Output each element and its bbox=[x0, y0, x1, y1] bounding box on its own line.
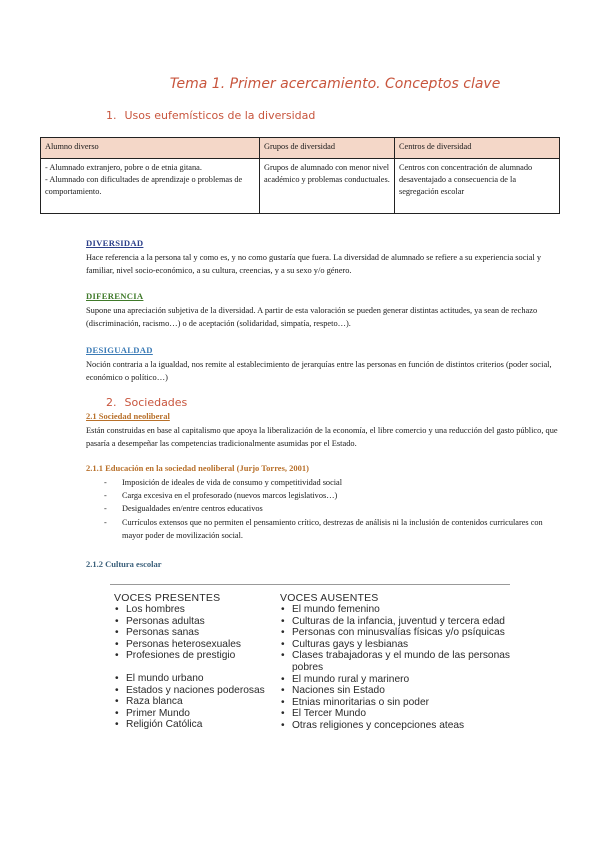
term-desigualdad: DESIGUALDAD bbox=[86, 345, 153, 355]
voces-presentes-column bbox=[114, 592, 280, 731]
list-item: - Imposición de ideales de vida de consumo y competitividad social bbox=[100, 476, 560, 489]
page-title: Tema 1. Primer acercamiento. Conceptos clave bbox=[169, 76, 501, 92]
table-cell: Grupos de alumnado con menor nivel académico y problemas conductuales. bbox=[260, 159, 395, 214]
list-item: • Los hombres bbox=[114, 604, 280, 616]
table-header: Alumno diverso bbox=[41, 138, 260, 159]
list-item: • Clases trabajadoras y el mundo de las personas pobres bbox=[280, 650, 516, 673]
section-2-heading bbox=[106, 396, 187, 409]
column-heading: VOCES AUSENTES bbox=[280, 592, 379, 604]
list-item: • Profesiones de prestigio bbox=[114, 650, 280, 662]
divider bbox=[110, 584, 510, 585]
list-item: - Desigualdades en/entre centros educativos bbox=[100, 502, 560, 515]
neoliberal-education-list bbox=[100, 476, 560, 542]
term-diferencia: DIFERENCIA bbox=[86, 291, 144, 301]
list-item: • El Tercer Mundo bbox=[280, 708, 516, 720]
list-item: • Personas con minusvalías físicas y/o psíquicas bbox=[280, 627, 516, 639]
list-item: - Carga excesiva en el profesorado (nuevos marcos legislativos…) bbox=[100, 489, 560, 502]
voces-ausentes-column bbox=[280, 592, 516, 732]
list-item: • El mundo urbano bbox=[114, 673, 280, 685]
list-item: • Primer Mundo bbox=[114, 708, 280, 720]
section-title: Sociedades bbox=[124, 396, 188, 409]
list-item: • Culturas gays y lesbianas bbox=[280, 639, 516, 651]
subsection-2-1-1-title: 2.1.1 Educación en la sociedad neoliberal (Jurjo Torres, 2001) bbox=[86, 463, 309, 473]
list-item: • El mundo femenino bbox=[280, 604, 516, 616]
list-item: - Currículos extensos que no permiten el pensamiento crítico, destrezas de análisis ni la inclusión de contenidos curriculares con mayor poder de movilización social. bbox=[100, 516, 560, 542]
list-item: • Naciones sin Estado bbox=[280, 685, 516, 697]
subsection-2-1-title: 2.1 Sociedad neoliberal bbox=[86, 411, 170, 421]
definition-diversidad: Hace referencia a la persona tal y como es, y no como gustaría que fuera. La diversidad de alumnado se refiere a su experiencia social y familiar, nivel socio-económico, a su cultura, creencias, y a su sexo y/o género. bbox=[86, 253, 542, 275]
table-cell: Centros con concentración de alumnado desaventajado a consecuencia de la segregación escolar bbox=[395, 159, 560, 214]
definition-diferencia: Supone una apreciación subjetiva de la diversidad. A partir de esta valoración se pueden generar distintas actitudes, ya sean de rechazo (discriminación, racismo…) o de aceptación (solidaridad, simpatía, respeto…). bbox=[86, 306, 538, 328]
column-heading: VOCES PRESENTES bbox=[114, 592, 221, 604]
euphemisms-table bbox=[40, 137, 560, 214]
section-number: 1. bbox=[106, 109, 117, 122]
list-item: • Raza blanca bbox=[114, 696, 280, 708]
list-item: • Otras religiones y concepciones ateas bbox=[280, 720, 516, 732]
subsection-2-1-text: Están construidas en base al capitalismo que apoya la liberalización de la economía, el libre comercio y una reducción del gasto público, que pasaría a desempeñar las competencias tradicionalmente asumidas por el Estado. bbox=[86, 426, 558, 448]
list-item: • Religión Católica bbox=[114, 719, 280, 731]
definition-desigualdad: Noción contraria a la igualdad, nos remite al establecimiento de jerarquías entre las personas en función de distintos criterios (poder social, económico o político…) bbox=[86, 360, 552, 382]
list-item: • El mundo rural y marinero bbox=[280, 674, 516, 686]
subsection-2-1-2-title: 2.1.2 Cultura escolar bbox=[86, 559, 162, 569]
list-item: • Personas sanas bbox=[114, 627, 280, 639]
table-cell: - Alumnado extranjero, pobre o de etnia gitana. - Alumnado con dificultades de aprendizaje o problemas de comportamiento. bbox=[41, 159, 260, 214]
list-item: • Etnias minoritarias o sin poder bbox=[280, 697, 516, 709]
term-diversidad: DIVERSIDAD bbox=[86, 238, 144, 248]
list-item: • Culturas de la infancia, juventud y tercera edad bbox=[280, 616, 516, 628]
table-header: Grupos de diversidad bbox=[260, 138, 395, 159]
section-number: 2. bbox=[106, 396, 117, 409]
section-title: Usos eufemísticos de la diversidad bbox=[124, 109, 316, 122]
cultura-escolar-figure bbox=[110, 584, 520, 760]
section-1-heading bbox=[106, 109, 315, 122]
list-item: • Personas adultas bbox=[114, 616, 280, 628]
table-header: Centros de diversidad bbox=[395, 138, 560, 159]
list-item: • Estados y naciones poderosas bbox=[114, 685, 280, 697]
list-item: • Personas heterosexuales bbox=[114, 639, 280, 651]
